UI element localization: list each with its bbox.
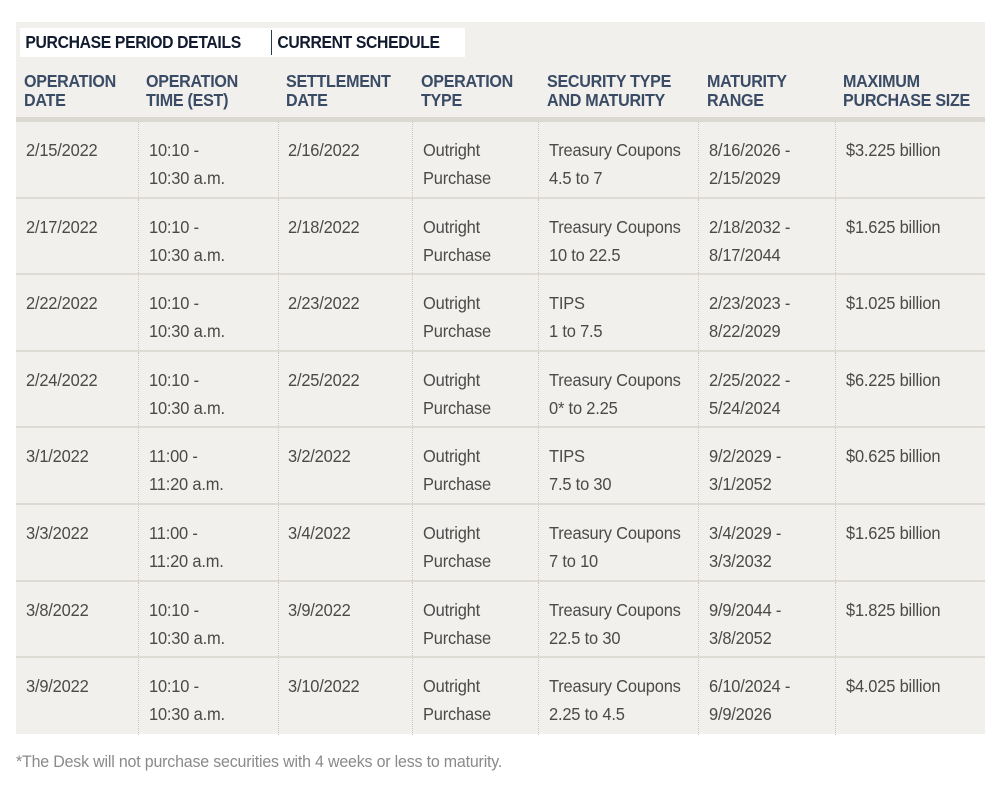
cell-operation-time-text: 10:30 a.m.	[149, 704, 225, 725]
cell-operation-time	[138, 428, 278, 503]
header-max-purchase: MAXIMUM PURCHASE SIZE	[843, 71, 971, 110]
cell-operation-type	[412, 658, 538, 735]
cell-operation-date	[16, 275, 138, 350]
cell-operation-time-text: 10:30 a.m.	[149, 244, 225, 265]
cell-operation-time	[138, 352, 278, 427]
cell-operation-date-text: 2/22/2022	[26, 293, 98, 314]
cell-operation-type	[412, 582, 538, 657]
cell-maturity-range-text: 2/18/2032 -	[709, 216, 791, 237]
cell-operation-type-text: Purchase	[423, 321, 492, 342]
cell-security-type	[538, 428, 698, 503]
cell-operation-type-text: Outright	[423, 522, 481, 543]
cell-operation-type-text: Outright	[423, 369, 481, 390]
cell-operation-type-text: Outright	[423, 140, 481, 160]
cell-maturity-range-text: 3/8/2052	[709, 627, 772, 648]
cell-maturity-range	[698, 122, 835, 197]
tab-current-schedule[interactable]: CURRENT SCHEDULE	[277, 32, 441, 52]
cell-max-purchase-text: $1.025 billion	[846, 293, 941, 314]
cell-max-purchase	[835, 658, 985, 735]
cell-operation-type-text: Purchase	[423, 550, 492, 571]
cell-max-purchase	[835, 275, 985, 350]
cell-maturity-range-text: 3/4/2029 -	[709, 522, 782, 543]
cell-security-type-text: Treasury Coupons	[549, 676, 681, 697]
header-security-type: SECURITY TYPE AND MATURITY	[547, 71, 672, 110]
cell-operation-time-text: 10:30 a.m.	[149, 627, 225, 648]
cell-security-type-text: Treasury Coupons	[549, 369, 681, 390]
cell-operation-type	[412, 275, 538, 350]
cell-maturity-range-text: 3/3/2032	[709, 550, 772, 571]
cell-operation-type-text: Outright	[423, 446, 481, 467]
cell-operation-time-text: 10:10 -	[149, 369, 199, 390]
header-operation-time: OPERATION TIME (EST)	[146, 71, 239, 110]
cell-operation-date-text: 3/1/2022	[26, 446, 89, 467]
cell-settlement-date	[278, 582, 412, 657]
cell-operation-type-text: Outright	[423, 599, 481, 620]
cell-operation-date	[16, 582, 138, 657]
cell-maturity-range-text: 9/9/2026	[709, 704, 772, 725]
cell-operation-time-text: 10:10 -	[149, 140, 199, 160]
cell-security-type	[538, 275, 698, 350]
cell-max-purchase	[835, 352, 985, 427]
cell-security-type-text: 10 to 22.5	[549, 244, 621, 265]
cell-settlement-date	[278, 428, 412, 503]
table-row	[16, 275, 985, 352]
cell-operation-date	[16, 505, 138, 580]
cell-maturity-range	[698, 352, 835, 427]
cell-security-type	[538, 122, 698, 197]
cell-maturity-range-text: 8/22/2029	[709, 321, 781, 342]
cell-operation-date	[16, 428, 138, 503]
cell-maturity-range-text: 6/10/2024 -	[709, 676, 791, 697]
table-row	[16, 505, 985, 582]
cell-max-purchase	[835, 122, 985, 197]
cell-maturity-range-text: 9/9/2044 -	[709, 599, 782, 620]
cell-operation-date	[16, 199, 138, 274]
cell-operation-date-text: 3/9/2022	[26, 676, 89, 697]
cell-operation-date-text: 2/24/2022	[26, 369, 98, 390]
cell-maturity-range	[698, 582, 835, 657]
cell-operation-time-text: 10:10 -	[149, 293, 199, 314]
cell-operation-time	[138, 582, 278, 657]
cell-security-type-text: Treasury Coupons	[549, 216, 681, 237]
cell-maturity-range-text: 8/17/2044	[709, 244, 781, 265]
cell-security-type-text: 22.5 to 30	[549, 627, 621, 648]
table-header	[16, 72, 985, 118]
cell-settlement-date	[278, 122, 412, 197]
cell-max-purchase-text: $6.225 billion	[846, 369, 941, 390]
cell-maturity-range-text: 2/15/2029	[709, 168, 781, 188]
cell-security-type	[538, 582, 698, 657]
cell-operation-time-text: 10:30 a.m.	[149, 321, 225, 342]
cell-max-purchase	[835, 505, 985, 580]
table-row	[16, 199, 985, 276]
table-row	[16, 352, 985, 429]
table-row	[16, 428, 985, 505]
cell-settlement-date	[278, 275, 412, 350]
cell-operation-time-text: 11:20 a.m.	[149, 550, 224, 571]
cell-operation-type-text: Purchase	[423, 168, 492, 188]
header-settlement-date: SETTLEMENT DATE	[286, 71, 391, 110]
cell-max-purchase	[835, 199, 985, 274]
cell-operation-time	[138, 122, 278, 197]
cell-settlement-date-text: 3/2/2022	[288, 446, 351, 467]
cell-operation-type-text: Purchase	[423, 627, 492, 648]
cell-security-type-text: Treasury Coupons	[549, 140, 681, 160]
cell-max-purchase-text: $4.025 billion	[846, 676, 941, 697]
cell-maturity-range	[698, 428, 835, 503]
cell-settlement-date-text: 3/4/2022	[288, 522, 351, 543]
cell-operation-time	[138, 199, 278, 274]
cell-operation-time	[138, 658, 278, 735]
cell-maturity-range	[698, 199, 835, 274]
table-row	[16, 658, 985, 735]
cell-max-purchase-text: $0.625 billion	[846, 446, 941, 467]
cell-operation-type-text: Purchase	[423, 244, 492, 265]
cell-operation-date-text: 2/15/2022	[26, 140, 98, 160]
cell-maturity-range	[698, 658, 835, 735]
cell-settlement-date-text: 3/9/2022	[288, 599, 351, 620]
cell-settlement-date-text: 2/25/2022	[288, 369, 360, 390]
cell-settlement-date-text: 2/18/2022	[288, 216, 360, 237]
cell-operation-date-text: 3/3/2022	[26, 522, 89, 543]
cell-max-purchase-text: $3.225 billion	[846, 140, 941, 160]
cell-operation-time-text: 11:00 -	[149, 522, 198, 543]
cell-operation-type-text: Purchase	[423, 397, 492, 418]
cell-max-purchase	[835, 582, 985, 657]
cell-security-type	[538, 658, 698, 735]
cell-maturity-range	[698, 275, 835, 350]
schedule-panel	[16, 22, 985, 734]
cell-security-type-text: Treasury Coupons	[549, 599, 681, 620]
table-row	[16, 582, 985, 659]
cell-operation-type-text: Purchase	[423, 474, 492, 495]
cell-operation-time-text: 10:10 -	[149, 216, 199, 237]
cell-operation-date	[16, 352, 138, 427]
cell-security-type-text: 7 to 10	[549, 550, 598, 571]
cell-operation-time-text: 10:10 -	[149, 599, 199, 620]
cell-settlement-date	[278, 505, 412, 580]
cell-operation-type	[412, 505, 538, 580]
cell-operation-date	[16, 658, 138, 735]
cell-security-type-text: 4.5 to 7	[549, 168, 603, 188]
cell-security-type-text: TIPS	[549, 446, 585, 467]
cell-maturity-range-text: 9/2/2029 -	[709, 446, 782, 467]
cell-max-purchase	[835, 428, 985, 503]
tab-bar	[20, 28, 465, 57]
cell-operation-time-text: 10:30 a.m.	[149, 168, 225, 188]
cell-max-purchase-text: $1.825 billion	[846, 599, 941, 620]
cell-settlement-date	[278, 658, 412, 735]
cell-settlement-date	[278, 199, 412, 274]
cell-operation-type-text: Outright	[423, 676, 481, 697]
cell-operation-type-text: Outright	[423, 216, 481, 237]
table-row	[16, 122, 985, 199]
cell-security-type	[538, 505, 698, 580]
cell-operation-date-text: 2/17/2022	[26, 216, 98, 237]
cell-operation-date	[16, 122, 138, 197]
cell-security-type-text: 7.5 to 30	[549, 474, 612, 495]
cell-security-type-text: Treasury Coupons	[549, 522, 681, 543]
cell-maturity-range-text: 8/16/2026 -	[709, 140, 791, 160]
cell-maturity-range	[698, 505, 835, 580]
cell-settlement-date-text: 2/16/2022	[288, 140, 360, 160]
cell-operation-time-text: 10:10 -	[149, 676, 199, 697]
cell-operation-type	[412, 122, 538, 197]
header-maturity-range: MATURITY RANGE	[707, 71, 787, 110]
cell-maturity-range-text: 3/1/2052	[709, 474, 772, 495]
cell-settlement-date-text: 2/23/2022	[288, 293, 360, 314]
cell-security-type-text: 1 to 7.5	[549, 321, 603, 342]
cell-operation-date-text: 3/8/2022	[26, 599, 89, 620]
cell-operation-type	[412, 199, 538, 274]
header-operation-date: OPERATION DATE	[24, 71, 117, 110]
cell-maturity-range-text: 5/24/2024	[709, 397, 781, 418]
tab-purchase-period-details[interactable]: PURCHASE PERIOD DETAILS	[25, 32, 241, 52]
cell-operation-type	[412, 352, 538, 427]
cell-security-type-text: 0* to 2.25	[549, 397, 618, 418]
cell-settlement-date	[278, 352, 412, 427]
cell-security-type-text: TIPS	[549, 293, 585, 314]
table-body	[16, 122, 985, 735]
cell-operation-time	[138, 505, 278, 580]
cell-operation-type-text: Outright	[423, 293, 481, 314]
cell-security-type	[538, 199, 698, 274]
cell-settlement-date-text: 3/10/2022	[288, 676, 360, 697]
cell-max-purchase-text: $1.625 billion	[846, 522, 941, 543]
cell-operation-time-text: 10:30 a.m.	[149, 397, 225, 418]
footnote: *The Desk will not purchase securities with 4 weeks or less to maturity.	[16, 752, 503, 771]
cell-operation-time-text: 11:00 -	[149, 446, 198, 467]
cell-operation-time	[138, 275, 278, 350]
cell-max-purchase-text: $1.625 billion	[846, 216, 941, 237]
header-operation-type: OPERATION TYPE	[421, 71, 514, 110]
cell-operation-time-text: 11:20 a.m.	[149, 474, 224, 495]
cell-security-type-text: 2.25 to 4.5	[549, 704, 625, 725]
cell-maturity-range-text: 2/23/2023 -	[709, 293, 791, 314]
cell-operation-type-text: Purchase	[423, 704, 492, 725]
cell-maturity-range-text: 2/25/2022 -	[709, 369, 791, 390]
cell-security-type	[538, 352, 698, 427]
cell-operation-type	[412, 428, 538, 503]
